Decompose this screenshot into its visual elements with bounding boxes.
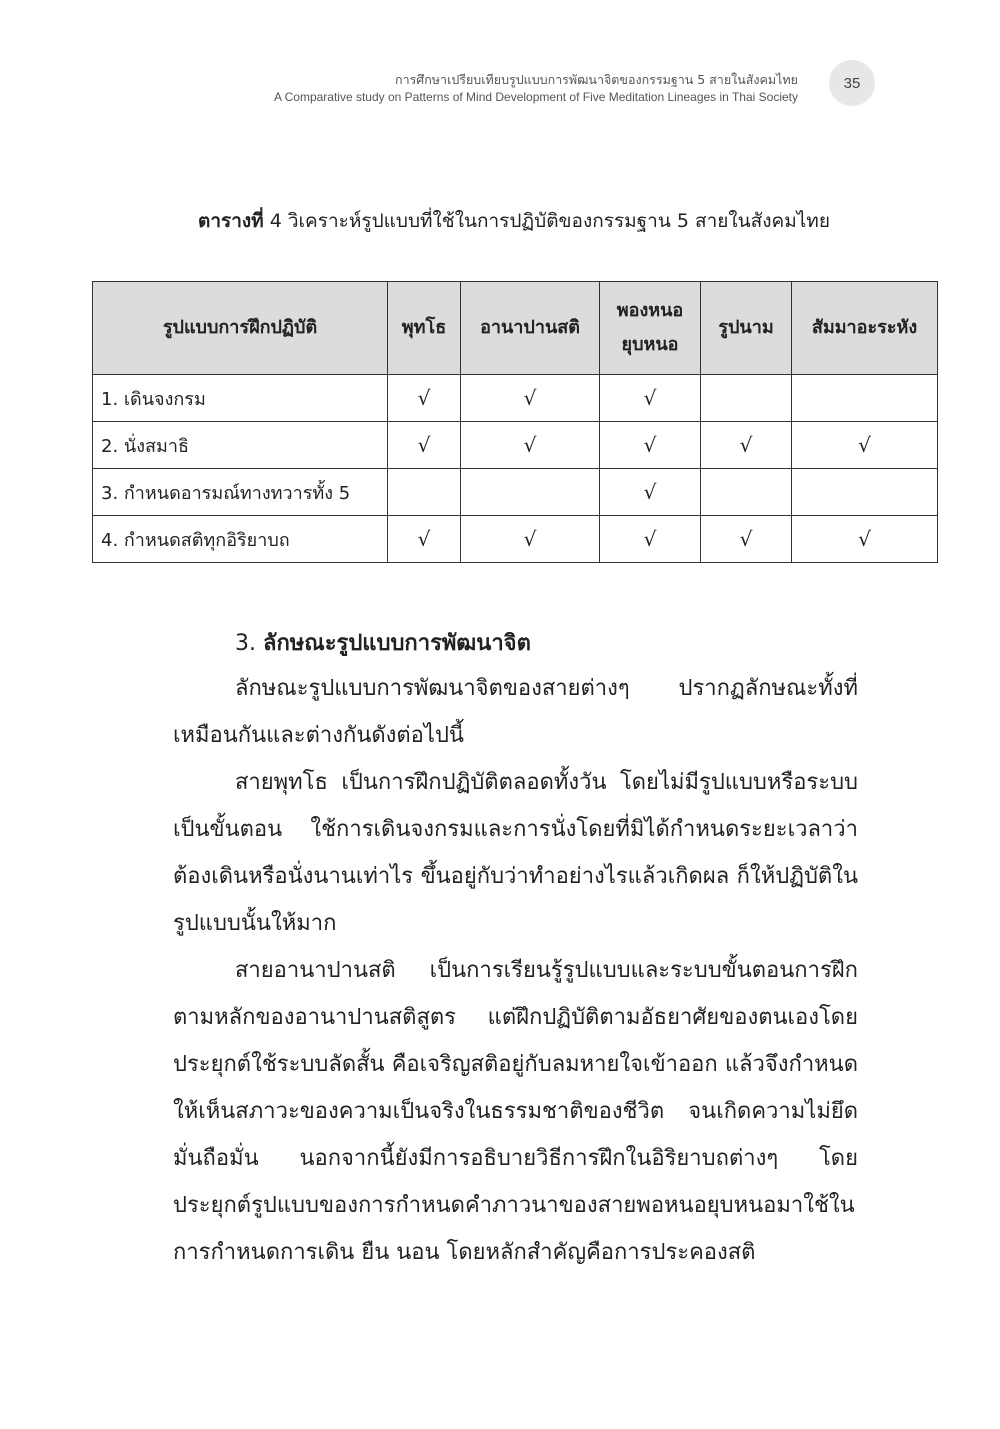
table-row (93, 516, 938, 563)
section-number: 3. (235, 631, 256, 656)
row-label: 2. นั่งสมาธิ (93, 422, 388, 469)
cell-rupanam (701, 375, 792, 422)
checkmark-icon: √ (858, 433, 871, 457)
table-row (93, 422, 938, 469)
checkmark-icon: √ (417, 386, 431, 410)
cell-phong-no-yup-no (600, 516, 701, 563)
cell-buddho (388, 516, 461, 563)
table-header-row (93, 282, 938, 375)
checkmark-icon: √ (417, 527, 431, 551)
cell-buddho (388, 375, 461, 422)
header-rupanam: รูปนาม (701, 282, 792, 375)
table-caption (92, 203, 936, 239)
cell-rupanam (701, 516, 792, 563)
checkmark-icon: √ (643, 527, 657, 551)
cell-sammaarahang (792, 469, 938, 516)
header-buddho: พุทโธ (388, 282, 461, 375)
cell-sammaarahang (792, 516, 938, 563)
practice-pattern-table (92, 281, 938, 563)
checkmark-icon: √ (417, 433, 431, 457)
table-caption-label: ตารางที่ (198, 210, 264, 232)
checkmark-icon: √ (643, 480, 657, 504)
checkmark-icon: √ (739, 433, 753, 457)
checkmark-icon: √ (523, 386, 537, 410)
table-row (93, 375, 938, 422)
header-anapanasati: อานาปานสติ (461, 282, 600, 375)
paragraph-buddho: สายพุทโธ เป็นการฝึกปฏิบัติตลอดทั้งวัน โดยไม่มีรูปแบบหรือระบบเป็นขั้นตอน ใช้การเดินจงกรมและการนั่งโดยที่มิได้กำหนดระยะเวลาว่าต้องเดินหรือนั่งนานเท่าไร ขึ้นอยู่กับว่าทำอย่างไรแล้วเกิดผล ก็ให้ปฏิบัติในรูปแบบนั้นให้มาก (173, 770, 858, 936)
cell-rupanam (701, 422, 792, 469)
cell-anapanasati (461, 516, 600, 563)
checkmark-icon: √ (643, 433, 657, 457)
table-body (93, 375, 938, 563)
cell-sammaarahang (792, 422, 938, 469)
checkmark-icon: √ (739, 527, 753, 551)
cell-phong-no-yup-no (600, 469, 701, 516)
cell-anapanasati (461, 375, 600, 422)
section-3 (173, 620, 858, 1276)
header-phong-no-line2: ยุบหนอ (621, 334, 679, 355)
checkmark-icon: √ (523, 527, 537, 551)
running-head (274, 70, 798, 106)
page-number: 35 (843, 74, 861, 92)
row-label: 4. กำหนดสติทุกอิริยาบถ (93, 516, 388, 563)
section-heading (173, 620, 858, 665)
cell-anapanasati (461, 469, 600, 516)
cell-phong-no-yup-no (600, 375, 701, 422)
section-title: ลักษณะรูปแบบการพัฒนาจิต (263, 631, 531, 656)
running-title-english: A Comparative study on Patterns of Mind Development of Five Meditation Lineages in Thai Society (273, 90, 798, 104)
cell-phong-no-yup-no (600, 422, 701, 469)
header-phong-no-line1: พองหนอ (616, 300, 684, 321)
cell-buddho (388, 469, 461, 516)
checkmark-icon: √ (523, 433, 537, 457)
paragraph-anapanasati: สายอานาปานสติ เป็นการเรียนรู้รูปแบบและระบบขั้นตอนการฝึกตามหลักของอานาปานสติสูตร แต่ฝึกปฏิบัติตามอัธยาศัยของตนเองโดยประยุกต์ใช้ระบบลัดสั้น คือเจริญสติอยู่กับลมหายใจเข้าออก แล้วจึงกำหนดให้เห็นสภาวะของความเป็นจริงในธรรมชาติของชีวิต จนเกิดความไม่ยึดมั่นถือมั่น นอกจากนี้ยังมีการอธิบายวิธีการฝึกในอิริยาบถต่างๆ โดยประยุกต์รูปแบบของการกำหนดคำภาวนาของสายพอหนอยุบหนอมาใช้ในการกำหนดการเดิน ยืน นอน โดยหลักสำคัญคือการประคองสติ (173, 958, 858, 1265)
running-title-thai: การศึกษาเปรียบเทียบรูปแบบการพัฒนาจิตของกรรมฐาน 5 สายในสังคมไทย (395, 72, 798, 87)
header-practice-pattern: รูปแบบการฝึกปฏิบัติ (93, 282, 388, 375)
cell-sammaarahang (792, 375, 938, 422)
header-phong-no-yup-no (600, 282, 701, 375)
cell-rupanam (701, 469, 792, 516)
table-caption-number: 4 (269, 210, 282, 232)
page-number-badge (829, 60, 875, 106)
cell-anapanasati (461, 422, 600, 469)
paragraph-intro: ลักษณะรูปแบบการพัฒนาจิตของสายต่างๆ ปรากฏลักษณะทั้งที่เหมือนกันและต่างกันดังต่อไปนี้ (173, 676, 858, 748)
table-caption-text: วิเคราะห์รูปแบบที่ใช้ในการปฏิบัติของกรรมฐาน 5 สายในสังคมไทย (287, 210, 830, 232)
cell-buddho (388, 422, 461, 469)
table-row (93, 469, 938, 516)
header-sammaarahang: สัมมาอะระหัง (792, 282, 938, 375)
checkmark-icon: √ (858, 527, 871, 551)
checkmark-icon: √ (643, 386, 657, 410)
row-label: 3. กำหนดอารมณ์ทางทวารทั้ง 5 (93, 469, 388, 516)
row-label: 1. เดินจงกรม (93, 375, 388, 422)
